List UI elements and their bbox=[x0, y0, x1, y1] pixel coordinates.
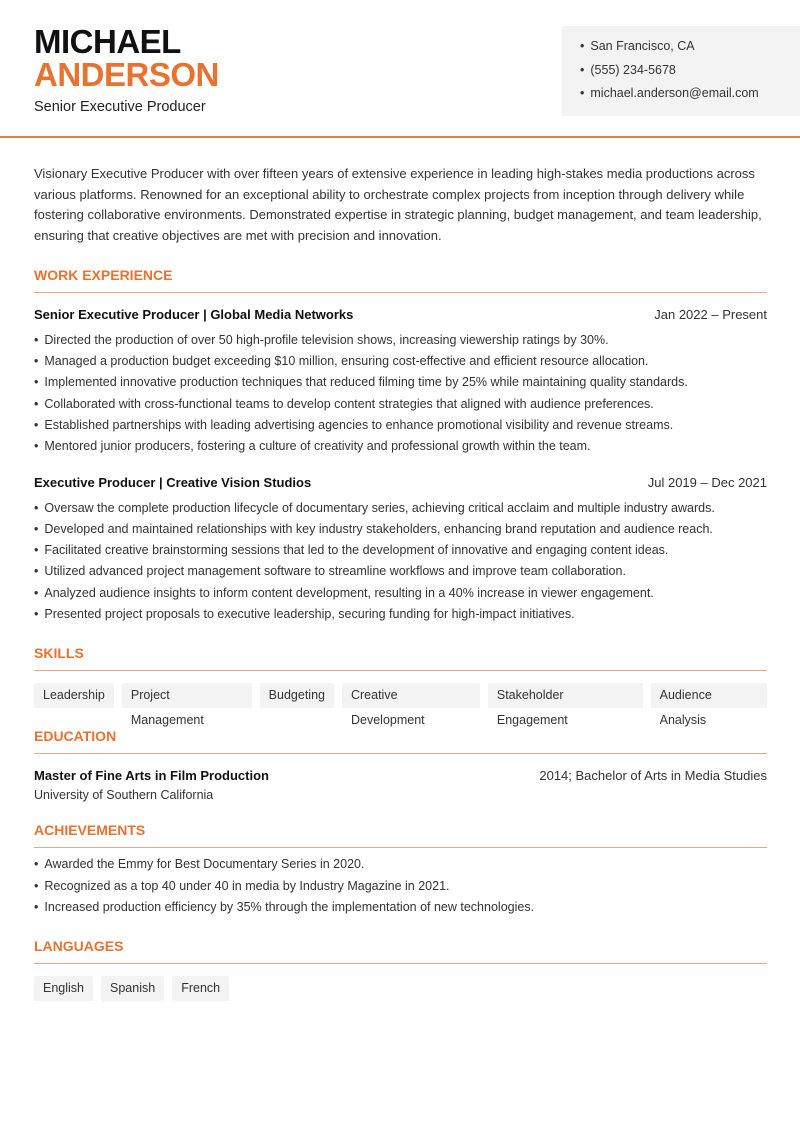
skill-chip: Creative Development bbox=[342, 683, 480, 708]
skills-list bbox=[34, 683, 767, 728]
education-entry bbox=[34, 767, 767, 785]
list-item: • Facilitated creative brainstorming sessions that led to the development of innovative and engaging content ideas. bbox=[34, 540, 767, 561]
section-heading-skills: SKILLS bbox=[34, 645, 767, 671]
job-bullets bbox=[34, 498, 767, 626]
job-title: Senior Executive Producer | Global Media Networks bbox=[34, 306, 354, 322]
education-details: 2014; Bachelor of Arts in Media Studies bbox=[539, 768, 767, 784]
section-heading-achievements: ACHIEVEMENTS bbox=[34, 822, 767, 848]
list-item: • Managed a production budget exceeding $10 million, ensuring cost-effective and efficient resource allocation. bbox=[34, 351, 767, 372]
language-chip: Spanish bbox=[101, 976, 164, 1001]
skill-chip: Budgeting bbox=[260, 683, 334, 708]
contact-box bbox=[562, 26, 800, 116]
language-chip: French bbox=[172, 976, 229, 1001]
job-title: Senior Executive Producer bbox=[34, 99, 206, 115]
contact-email[interactable]: • michael.anderson@email.com bbox=[580, 85, 800, 109]
section-heading-education: EDUCATION bbox=[34, 728, 767, 754]
last-name: ANDERSON bbox=[34, 56, 219, 93]
section-heading-work: WORK EXPERIENCE bbox=[34, 267, 767, 293]
skill-chip: Project Management bbox=[122, 683, 252, 708]
list-item: • Directed the production of over 50 high-profile television shows, increasing viewership ratings by 30%. bbox=[34, 330, 767, 351]
list-item: • Analyzed audience insights to inform content development, resulting in a 40% increase in viewer engagement. bbox=[34, 583, 767, 604]
skill-chip: Stakeholder Engagement bbox=[488, 683, 643, 708]
summary: Visionary Executive Producer with over fifteen years of extensive experience in leading high-stakes media productions across various platforms. Renowned for an exceptional ability to orchestrate complex projects from inception through delivery while fostering collaborative environments. Demonstrated expertise in strategic planning, budget management, and team leadership, ensuring that creative objectives are met with precision and innovation. bbox=[34, 166, 762, 244]
list-item: • Collaborated with cross-functional teams to develop content strategies that aligned with audience preferences. bbox=[34, 394, 767, 415]
job-bullets bbox=[34, 330, 767, 458]
list-item: • Presented project proposals to executive leadership, securing funding for high-impact initiatives. bbox=[34, 604, 767, 625]
contact-location: • San Francisco, CA bbox=[580, 38, 800, 62]
list-item: • Increased production efficiency by 35% through the implementation of new technologies. bbox=[34, 897, 767, 918]
list-item: • Oversaw the complete production lifecycle of documentary series, achieving critical acclaim and multiple industry awards. bbox=[34, 498, 767, 519]
job-header bbox=[34, 306, 767, 324]
list-item: • Established partnerships with leading advertising agencies to enhance promotional visibility and revenue streams. bbox=[34, 415, 767, 436]
language-chip: English bbox=[34, 976, 93, 1001]
degree: Master of Fine Arts in Film Production bbox=[34, 768, 269, 784]
list-item: • Mentored junior producers, fostering a culture of creativity and professional growth within the team. bbox=[34, 436, 767, 457]
skill-chip: Audience Analysis bbox=[651, 683, 767, 708]
resume-header bbox=[0, 0, 800, 138]
list-item: • Developed and maintained relationships with key industry stakeholders, enhancing brand reputation and audience reach. bbox=[34, 519, 767, 540]
job-title: Executive Producer | Creative Vision Studios bbox=[34, 474, 312, 490]
achievements-list bbox=[34, 854, 767, 918]
job-dates: Jan 2022 – Present bbox=[654, 306, 767, 322]
skill-chip: Leadership bbox=[34, 683, 114, 708]
job-header bbox=[34, 474, 767, 492]
school: University of Southern California bbox=[34, 788, 214, 803]
contact-phone: • (555) 234-5678 bbox=[580, 62, 800, 86]
list-item: • Awarded the Emmy for Best Documentary Series in 2020. bbox=[34, 854, 767, 875]
section-heading-languages: LANGUAGES bbox=[34, 938, 767, 964]
list-item: • Recognized as a top 40 under 40 in media by Industry Magazine in 2021. bbox=[34, 876, 767, 897]
list-item: • Utilized advanced project management software to streamline workflows and improve team collaboration. bbox=[34, 561, 767, 582]
list-item: • Implemented innovative production techniques that reduced filming time by 25% while maintaining quality standards. bbox=[34, 372, 767, 393]
first-name: MICHAEL bbox=[34, 23, 181, 60]
job-dates: Jul 2019 – Dec 2021 bbox=[647, 474, 767, 490]
languages-list bbox=[34, 976, 767, 1001]
